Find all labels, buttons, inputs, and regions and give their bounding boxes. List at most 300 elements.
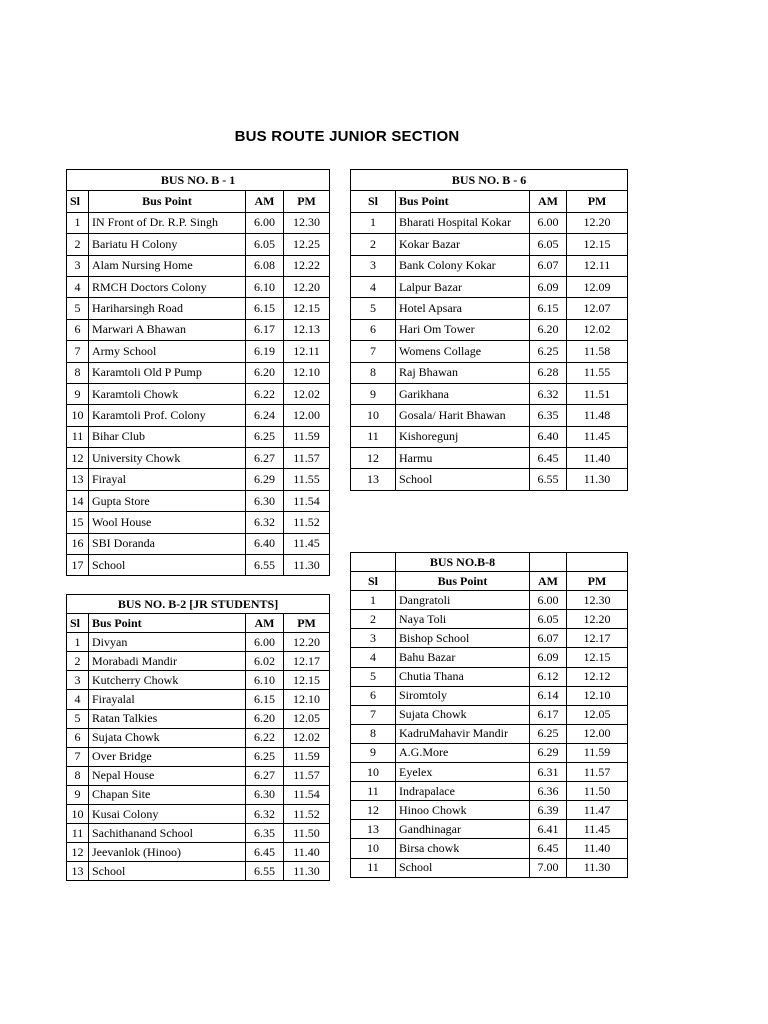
bus-point-cell: Kishoregunj [396, 426, 530, 447]
serial-cell: 4 [67, 276, 89, 297]
serial-cell: 10 [351, 405, 396, 426]
serial-cell: 12 [351, 801, 396, 820]
pm-time-cell: 11.47 [567, 801, 628, 820]
table-row [351, 820, 628, 839]
serial-cell: 3 [351, 629, 396, 648]
bus-point-cell: Nepal House [89, 766, 246, 785]
bus-point-cell: University Chowk [89, 448, 246, 469]
pm-time-cell: 12.15 [567, 648, 628, 667]
bus-point-cell: Womens Collage [396, 341, 530, 362]
pm-time-cell: 12.30 [284, 212, 330, 233]
bus-point-cell: Bishop School [396, 629, 530, 648]
table-row [67, 469, 330, 490]
bus-b8-table [350, 552, 628, 878]
am-time-cell: 6.36 [530, 782, 567, 801]
pm-time-cell: 11.54 [284, 785, 330, 804]
am-time-cell: 6.10 [246, 276, 284, 297]
pm-time-cell: 11.54 [284, 490, 330, 511]
bus-point-cell: Bihar Club [89, 426, 246, 447]
am-time-cell: 6.15 [530, 298, 567, 319]
bus-point-cell: Ratan Talkies [89, 709, 246, 728]
am-time-cell: 6.32 [246, 512, 284, 533]
am-time-cell: 6.07 [530, 629, 567, 648]
empty-cell [351, 553, 396, 572]
table-row [351, 629, 628, 648]
bus-title: BUS NO. B - 1 [67, 170, 330, 191]
pm-time-cell: 11.52 [284, 512, 330, 533]
col-header-am: AM [530, 191, 567, 212]
am-time-cell: 6.05 [246, 234, 284, 255]
table-row [351, 782, 628, 801]
table-row [67, 362, 330, 383]
pm-time-cell: 12.15 [284, 671, 330, 690]
pm-time-cell: 12.30 [567, 591, 628, 610]
am-time-cell: 6.20 [246, 709, 284, 728]
am-time-cell: 6.29 [530, 743, 567, 762]
pm-time-cell: 12.10 [284, 362, 330, 383]
bus-point-cell: Divyan [89, 633, 246, 652]
pm-time-cell: 12.02 [284, 728, 330, 747]
pm-time-cell: 12.20 [567, 610, 628, 629]
table-row [67, 671, 330, 690]
bus-point-cell: Karamtoli Prof. Colony [89, 405, 246, 426]
col-header-bus-point: Bus Point [396, 191, 530, 212]
col-header-am: AM [530, 572, 567, 591]
pm-time-cell: 11.45 [567, 820, 628, 839]
table-row [67, 512, 330, 533]
col-header-bus-point: Bus Point [396, 572, 530, 591]
pm-time-cell: 12.10 [284, 690, 330, 709]
pm-time-cell: 12.20 [284, 276, 330, 297]
am-time-cell: 6.00 [246, 633, 284, 652]
table-row [351, 648, 628, 667]
serial-cell: 4 [351, 648, 396, 667]
am-time-cell: 6.27 [246, 448, 284, 469]
am-time-cell: 6.08 [246, 255, 284, 276]
serial-cell: 2 [351, 234, 396, 255]
pm-time-cell: 12.12 [567, 667, 628, 686]
bus-point-cell: School [396, 858, 530, 877]
am-time-cell: 6.41 [530, 820, 567, 839]
pm-time-cell: 12.20 [567, 212, 628, 233]
pm-time-cell: 11.57 [284, 766, 330, 785]
table-row [67, 490, 330, 511]
serial-cell: 14 [67, 490, 89, 511]
am-time-cell: 6.35 [530, 405, 567, 426]
am-time-cell: 6.25 [530, 341, 567, 362]
am-time-cell: 6.00 [246, 212, 284, 233]
pm-time-cell: 11.59 [284, 426, 330, 447]
col-header-sl: Sl [67, 191, 89, 212]
pm-time-cell: 11.30 [284, 862, 330, 881]
col-header-bus-point: Bus Point [89, 614, 246, 633]
serial-cell: 6 [67, 319, 89, 340]
serial-cell: 12 [67, 448, 89, 469]
table-row [351, 298, 628, 319]
table-row [67, 533, 330, 554]
table-row [67, 212, 330, 233]
page-title: BUS ROUTE JUNIOR SECTION [234, 128, 460, 145]
table-row [351, 276, 628, 297]
bus-point-cell: KadruMahavir Mandir [396, 724, 530, 743]
table-row [67, 426, 330, 447]
serial-cell: 8 [351, 724, 396, 743]
serial-cell: 10 [351, 839, 396, 858]
table-row [67, 728, 330, 747]
serial-cell: 13 [67, 862, 89, 881]
am-time-cell: 6.40 [246, 533, 284, 554]
table-row [67, 633, 330, 652]
table-row [351, 448, 628, 469]
bus-point-cell: Karamtoli Old P Pump [89, 362, 246, 383]
col-header-sl: Sl [351, 572, 396, 591]
am-time-cell: 6.25 [246, 747, 284, 766]
bus-point-cell: Sujata Chowk [396, 705, 530, 724]
empty-cell [567, 553, 628, 572]
am-time-cell: 6.17 [246, 319, 284, 340]
serial-cell: 6 [351, 686, 396, 705]
table-row [67, 405, 330, 426]
header-row [67, 191, 330, 212]
bus-point-cell: Gandhinagar [396, 820, 530, 839]
bus-point-cell: Karamtoli Chowk [89, 383, 246, 404]
serial-cell: 13 [351, 469, 396, 490]
serial-cell: 10 [351, 763, 396, 782]
col-header-am: AM [246, 191, 284, 212]
serial-cell: 8 [67, 766, 89, 785]
bus-point-cell: School [396, 469, 530, 490]
serial-cell: 5 [67, 709, 89, 728]
am-time-cell: 6.27 [246, 766, 284, 785]
bus-b6-table [350, 169, 628, 491]
pm-time-cell: 12.10 [567, 686, 628, 705]
table-row [67, 383, 330, 404]
am-time-cell: 6.25 [530, 724, 567, 743]
table-row [351, 858, 628, 877]
serial-cell: 17 [67, 555, 89, 576]
table-row [351, 469, 628, 490]
table-row [351, 743, 628, 762]
pm-time-cell: 12.25 [284, 234, 330, 255]
am-time-cell: 6.22 [246, 728, 284, 747]
table-row [67, 298, 330, 319]
am-time-cell: 6.12 [530, 667, 567, 686]
pm-time-cell: 11.51 [567, 383, 628, 404]
serial-cell: 1 [67, 633, 89, 652]
col-header-pm: PM [284, 191, 330, 212]
bus-point-cell: Gosala/ Harit Bhawan [396, 405, 530, 426]
bus-point-cell: Alam Nursing Home [89, 255, 246, 276]
am-time-cell: 6.28 [530, 362, 567, 383]
pm-time-cell: 11.50 [567, 782, 628, 801]
pm-time-cell: 12.15 [284, 298, 330, 319]
pm-time-cell: 12.11 [567, 255, 628, 276]
header-row [351, 572, 628, 591]
pm-time-cell: 11.30 [284, 555, 330, 576]
table-row [351, 705, 628, 724]
bus-point-cell: Hari Om Tower [396, 319, 530, 340]
pm-time-cell: 11.40 [567, 839, 628, 858]
serial-cell: 10 [67, 405, 89, 426]
am-time-cell: 6.00 [530, 591, 567, 610]
am-time-cell: 6.45 [530, 839, 567, 858]
bus-point-cell: Bahu Bazar [396, 648, 530, 667]
bus-b2-body [67, 595, 330, 881]
serial-cell: 2 [67, 234, 89, 255]
am-time-cell: 6.39 [530, 801, 567, 820]
bus-b6-body [351, 170, 628, 491]
table-row [351, 610, 628, 629]
pm-time-cell: 11.57 [567, 763, 628, 782]
am-time-cell: 6.19 [246, 341, 284, 362]
am-time-cell: 6.10 [246, 671, 284, 690]
table-row [351, 255, 628, 276]
bus-point-cell: Hinoo Chowk [396, 801, 530, 820]
serial-cell: 8 [351, 362, 396, 383]
bus-point-cell: Kokar Bazar [396, 234, 530, 255]
am-time-cell: 6.30 [246, 490, 284, 511]
col-header-sl: Sl [67, 614, 89, 633]
col-header-pm: PM [284, 614, 330, 633]
am-time-cell: 6.15 [246, 298, 284, 319]
am-time-cell: 6.05 [530, 610, 567, 629]
bus-point-cell: Marwari A Bhawan [89, 319, 246, 340]
col-header-pm: PM [567, 572, 628, 591]
table-row [351, 405, 628, 426]
pm-time-cell: 12.09 [567, 276, 628, 297]
bus-point-cell: Lalpur Bazar [396, 276, 530, 297]
pm-time-cell: 12.20 [284, 633, 330, 652]
serial-cell: 13 [351, 820, 396, 839]
am-time-cell: 6.29 [246, 469, 284, 490]
pm-time-cell: 12.17 [284, 652, 330, 671]
table-row [351, 426, 628, 447]
col-header-am: AM [246, 614, 284, 633]
am-time-cell: 6.07 [530, 255, 567, 276]
am-time-cell: 6.20 [530, 319, 567, 340]
serial-cell: 4 [67, 690, 89, 709]
bus-b8-body [351, 553, 628, 878]
serial-cell: 9 [351, 383, 396, 404]
bus-point-cell: Chutia Thana [396, 667, 530, 686]
pm-time-cell: 11.48 [567, 405, 628, 426]
am-time-cell: 6.31 [530, 763, 567, 782]
am-time-cell: 6.14 [530, 686, 567, 705]
am-time-cell: 6.20 [246, 362, 284, 383]
table-row [351, 591, 628, 610]
pm-time-cell: 12.02 [567, 319, 628, 340]
bus-point-cell: Firayalal [89, 690, 246, 709]
table-row [67, 862, 330, 881]
pm-time-cell: 11.30 [567, 469, 628, 490]
serial-cell: 3 [351, 255, 396, 276]
am-time-cell: 6.17 [530, 705, 567, 724]
pm-time-cell: 11.59 [567, 743, 628, 762]
table-row [67, 766, 330, 785]
pm-time-cell: 11.50 [284, 824, 330, 843]
bus-title: BUS NO.B-8 [396, 553, 530, 572]
serial-cell: 1 [351, 591, 396, 610]
bus-point-cell: School [89, 555, 246, 576]
table-row [351, 341, 628, 362]
serial-cell: 12 [67, 843, 89, 862]
bus-point-cell: Garikhana [396, 383, 530, 404]
empty-cell [530, 553, 567, 572]
am-time-cell: 6.55 [246, 862, 284, 881]
table-row [67, 652, 330, 671]
bus-point-cell: Bariatu H Colony [89, 234, 246, 255]
bus-title: BUS NO. B-2 [JR STUDENTS] [67, 595, 330, 614]
bus-point-cell: School [89, 862, 246, 881]
col-header-sl: Sl [351, 191, 396, 212]
serial-cell: 9 [67, 383, 89, 404]
table-row [67, 448, 330, 469]
table-row [67, 824, 330, 843]
serial-cell: 11 [351, 426, 396, 447]
bus-b1-body [67, 170, 330, 576]
am-time-cell: 6.40 [530, 426, 567, 447]
serial-cell: 11 [351, 782, 396, 801]
am-time-cell: 6.02 [246, 652, 284, 671]
serial-cell: 2 [351, 610, 396, 629]
table-row [67, 709, 330, 728]
bus-point-cell: Jeevanlok (Hinoo) [89, 843, 246, 862]
pm-time-cell: 11.45 [567, 426, 628, 447]
bus-point-cell: Birsa chowk [396, 839, 530, 858]
serial-cell: 3 [67, 255, 89, 276]
bus-point-cell: Siromtoly [396, 686, 530, 705]
bus-point-cell: Naya Toli [396, 610, 530, 629]
pm-time-cell: 11.40 [567, 448, 628, 469]
am-time-cell: 7.00 [530, 858, 567, 877]
bus-point-cell: Kutcherry Chowk [89, 671, 246, 690]
bus-point-cell: IN Front of Dr. R.P. Singh [89, 212, 246, 233]
am-time-cell: 6.32 [246, 805, 284, 824]
bus-point-cell: Gupta Store [89, 490, 246, 511]
pm-time-cell: 12.07 [567, 298, 628, 319]
serial-cell: 1 [351, 212, 396, 233]
pm-time-cell: 12.13 [284, 319, 330, 340]
pm-time-cell: 12.15 [567, 234, 628, 255]
pm-time-cell: 12.17 [567, 629, 628, 648]
bus-point-cell: Army School [89, 341, 246, 362]
serial-cell: 13 [67, 469, 89, 490]
serial-cell: 9 [351, 743, 396, 762]
serial-cell: 11 [67, 426, 89, 447]
am-time-cell: 6.55 [246, 555, 284, 576]
serial-cell: 7 [351, 341, 396, 362]
bus-point-cell: Hotel Apsara [396, 298, 530, 319]
pm-time-cell: 11.59 [284, 747, 330, 766]
serial-cell: 16 [67, 533, 89, 554]
bus-point-cell: Firayal [89, 469, 246, 490]
pm-time-cell: 12.02 [284, 383, 330, 404]
serial-cell: 7 [67, 747, 89, 766]
table-row [67, 341, 330, 362]
table-row [351, 724, 628, 743]
table-row [67, 785, 330, 804]
col-header-pm: PM [567, 191, 628, 212]
table-row [67, 690, 330, 709]
bus-point-cell: A.G.More [396, 743, 530, 762]
am-time-cell: 6.22 [246, 383, 284, 404]
table-row [351, 801, 628, 820]
table-row [67, 319, 330, 340]
bus-b1-table [66, 169, 330, 576]
header-row [67, 614, 330, 633]
am-time-cell: 6.35 [246, 824, 284, 843]
am-time-cell: 6.00 [530, 212, 567, 233]
table-row [351, 212, 628, 233]
am-time-cell: 6.45 [246, 843, 284, 862]
bus-title: BUS NO. B - 6 [351, 170, 628, 191]
am-time-cell: 6.09 [530, 648, 567, 667]
serial-cell: 12 [351, 448, 396, 469]
table-row [351, 383, 628, 404]
pm-time-cell: 11.55 [284, 469, 330, 490]
pm-time-cell: 12.22 [284, 255, 330, 276]
serial-cell: 2 [67, 652, 89, 671]
table-row [67, 805, 330, 824]
serial-cell: 5 [67, 298, 89, 319]
bus-point-cell: Chapan Site [89, 785, 246, 804]
pm-time-cell: 11.52 [284, 805, 330, 824]
bus-b2-table [66, 594, 330, 881]
bus-point-cell: Harmu [396, 448, 530, 469]
serial-cell: 7 [351, 705, 396, 724]
pm-time-cell: 12.11 [284, 341, 330, 362]
bus-point-cell: SBI Doranda [89, 533, 246, 554]
am-time-cell: 6.09 [530, 276, 567, 297]
bus-point-cell: RMCH Doctors Colony [89, 276, 246, 297]
am-time-cell: 6.45 [530, 448, 567, 469]
header-row [351, 191, 628, 212]
table-row [351, 667, 628, 686]
serial-cell: 11 [351, 858, 396, 877]
serial-cell: 11 [67, 824, 89, 843]
am-time-cell: 6.25 [246, 426, 284, 447]
bus-point-cell: Sachithanand School [89, 824, 246, 843]
table-row [351, 362, 628, 383]
serial-cell: 3 [67, 671, 89, 690]
serial-cell: 10 [67, 805, 89, 824]
bus-point-cell: Indrapalace [396, 782, 530, 801]
pm-time-cell: 12.00 [284, 405, 330, 426]
am-time-cell: 6.55 [530, 469, 567, 490]
table-row [351, 686, 628, 705]
bus-point-cell: Over Bridge [89, 747, 246, 766]
table-row [351, 763, 628, 782]
serial-cell: 5 [351, 298, 396, 319]
am-time-cell: 6.30 [246, 785, 284, 804]
table-row [67, 234, 330, 255]
table-row [351, 319, 628, 340]
serial-cell: 6 [351, 319, 396, 340]
bus-point-cell: Hariharsingh Road [89, 298, 246, 319]
pm-time-cell: 12.05 [284, 709, 330, 728]
pm-time-cell: 11.58 [567, 341, 628, 362]
bus-point-cell: Sujata Chowk [89, 728, 246, 747]
pm-time-cell: 12.00 [567, 724, 628, 743]
table-row [67, 747, 330, 766]
table-row [67, 555, 330, 576]
serial-cell: 1 [67, 212, 89, 233]
bus-point-cell: Kusai Colony [89, 805, 246, 824]
serial-cell: 6 [67, 728, 89, 747]
am-time-cell: 6.32 [530, 383, 567, 404]
pm-time-cell: 12.05 [567, 705, 628, 724]
bus-point-cell: Dangratoli [396, 591, 530, 610]
